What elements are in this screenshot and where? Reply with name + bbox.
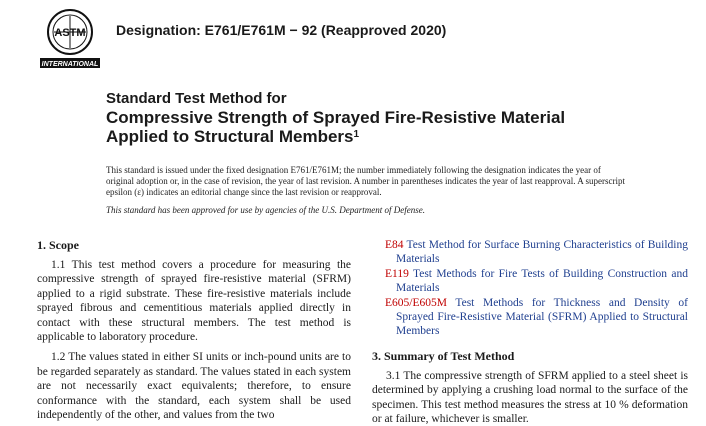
left-column	[37, 238, 351, 422]
astm-logo	[38, 8, 102, 70]
title-line-3	[106, 127, 565, 146]
logo-text: ASTM	[54, 27, 86, 39]
title-line-1: Standard Test Method for	[106, 90, 287, 107]
designation: Designation: E761/E761M − 92 (Reapproved 2020)	[116, 22, 447, 38]
issuance-notice: This standard is issued under the fixed designation E761/E761M; the number immediately following the designation indicates the year of original adoption or, in the case of revision, the year of last revision. A number in parentheses indicates the year of last reapproval. A superscript epsilon (ε) indicates an editorial change since the last revision or reapproval.	[106, 165, 625, 197]
reference-e605-title[interactable]: Test Methods for Thickness and Density of Sprayed Fire-Resistive Material (SFRM) Applied to Structural Members	[396, 296, 688, 338]
reference-e84-link[interactable]: E84	[385, 239, 404, 251]
reference-e119-link[interactable]: E119	[385, 267, 409, 280]
title-line-2: Compressive Strength of Sprayed Fire-Resistive Material	[106, 108, 566, 127]
scope-heading: 1. Scope	[37, 238, 79, 252]
scope-paragraph-1-2: 1.2 The values stated in either SI units or inch-pound units are to be regarded separately as standard. The values stated in each system are not necessarily exact equivalents; therefore, to ensure conformance with the standard, each system shall be used independently of the other, and values from the two	[37, 351, 351, 422]
document-title	[106, 89, 565, 146]
reference-e119-title[interactable]: Test Methods for Fire Tests of Building Construction and Materials	[396, 267, 688, 295]
summary-paragraph-3-1: 3.1 The compressive strength of SFRM applied to a steel sheet is determined by applying a crushing load normal to the surface of the specimen. This test method measures the stress at 10 % deformation or at failure, whichever is smaller.	[372, 369, 688, 426]
summary-heading: 3. Summary of Test Method	[372, 348, 515, 363]
reference-e605	[372, 296, 688, 339]
logo-subtext: INTERNATIONAL	[41, 61, 99, 68]
title-footnote-mark: 1	[353, 129, 360, 140]
right-column	[372, 238, 688, 426]
dod-approval-note: This standard has been approved for use by agencies of the U.S. Department of Defense.	[106, 205, 426, 215]
reference-e119	[372, 267, 688, 296]
reference-e84	[372, 238, 688, 267]
title-line-3-text: Applied to Structural Members	[106, 127, 354, 146]
reference-e84-title[interactable]: Test Method for Surface Burning Characteristics of Building Materials	[396, 239, 688, 266]
scope-paragraph-1-1: 1.1 This test method covers a procedure for measuring the compressive strength of sprayed fire-resistive material (SFRM) applied to a rigid substrate. These fire-resistive materials include sprayed fibrous and cementitious materials applied directly in contact with these structural members. The test method is applicable to laboratory procedure.	[37, 259, 351, 344]
reference-e605-link[interactable]: E605/E605M	[385, 296, 447, 309]
